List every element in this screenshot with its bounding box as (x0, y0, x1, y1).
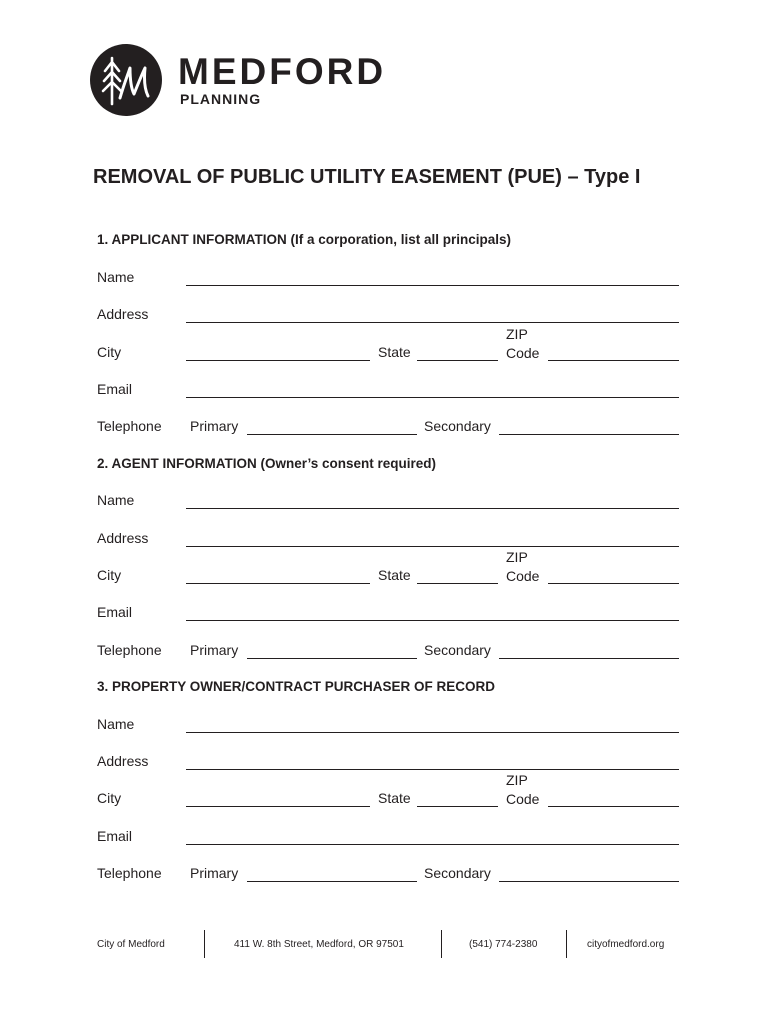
applicant-secondary-label: Secondary (424, 418, 491, 434)
applicant-name-field[interactable] (186, 285, 679, 286)
applicant-zip-code-label: Code (506, 345, 540, 361)
applicant-zip-label: ZIP (506, 326, 528, 342)
form-title: REMOVAL OF PUBLIC UTILITY EASEMENT (PUE) – Type I (93, 166, 641, 188)
owner-address-field[interactable] (186, 769, 679, 770)
section-1-heading: 1. APPLICANT INFORMATION (If a corporation, list all principals) (97, 232, 512, 247)
owner-zip-field[interactable] (548, 806, 679, 807)
agent-zip-label: ZIP (506, 549, 528, 565)
section-2-heading: 2. AGENT INFORMATION (Owner’s consent required) (97, 456, 437, 471)
footer-divider (204, 930, 205, 958)
footer-divider (441, 930, 442, 958)
medford-logo-mark-icon (90, 44, 162, 116)
owner-state-field[interactable] (417, 806, 498, 807)
agent-address-label: Address (97, 530, 149, 546)
applicant-address-label: Address (97, 306, 149, 322)
owner-name-field[interactable] (186, 732, 679, 733)
agent-primary-phone-field[interactable] (247, 658, 417, 659)
applicant-zip-field[interactable] (548, 360, 679, 361)
applicant-primary-label: Primary (190, 418, 239, 434)
agent-secondary-phone-field[interactable] (499, 658, 679, 659)
owner-email-field[interactable] (186, 844, 679, 845)
agent-secondary-label: Secondary (424, 642, 491, 658)
agent-city-field[interactable] (186, 583, 370, 584)
owner-name-label: Name (97, 716, 135, 732)
owner-city-field[interactable] (186, 806, 370, 807)
applicant-city-field[interactable] (186, 360, 370, 361)
agent-name-label: Name (97, 492, 135, 508)
owner-primary-label: Primary (190, 865, 239, 881)
owner-zip-code-label: Code (506, 791, 540, 807)
owner-primary-phone-field[interactable] (247, 881, 417, 882)
applicant-city-label: City (97, 344, 122, 360)
applicant-email-label: Email (97, 381, 133, 397)
footer-divider (566, 930, 567, 958)
applicant-secondary-phone-field[interactable] (499, 434, 679, 435)
agent-state-field[interactable] (417, 583, 498, 584)
applicant-telephone-label: Telephone (97, 418, 162, 434)
applicant-email-field[interactable] (186, 397, 679, 398)
page-footer (0, 930, 770, 960)
logo-subtitle: PLANNING (180, 91, 262, 107)
footer-org: City of Medford (97, 939, 165, 950)
footer-address: 411 W. 8th Street, Medford, OR 97501 (234, 939, 404, 950)
owner-secondary-phone-field[interactable] (499, 881, 679, 882)
applicant-name-label: Name (97, 269, 135, 285)
applicant-primary-phone-field[interactable] (247, 434, 417, 435)
agent-email-label: Email (97, 604, 133, 620)
applicant-address-field[interactable] (186, 322, 679, 323)
medford-planning-logo (90, 44, 410, 124)
owner-telephone-label: Telephone (97, 865, 162, 881)
owner-address-label: Address (97, 753, 149, 769)
section-3-heading: 3. PROPERTY OWNER/CONTRACT PURCHASER OF RECORD (97, 679, 496, 694)
agent-state-label: State (378, 567, 411, 583)
footer-website-link[interactable]: cityofmedford.org (587, 939, 665, 950)
logo-name: MEDFORD (178, 51, 387, 92)
owner-zip-label: ZIP (506, 772, 528, 788)
applicant-state-label: State (378, 344, 411, 360)
agent-address-field[interactable] (186, 546, 679, 547)
agent-zip-field[interactable] (548, 583, 679, 584)
agent-zip-code-label: Code (506, 568, 540, 584)
owner-email-label: Email (97, 828, 133, 844)
footer-phone: (541) 774-2380 (469, 939, 538, 950)
agent-city-label: City (97, 567, 122, 583)
owner-state-label: State (378, 790, 411, 806)
applicant-state-field[interactable] (417, 360, 498, 361)
agent-telephone-label: Telephone (97, 642, 162, 658)
owner-secondary-label: Secondary (424, 865, 491, 881)
agent-email-field[interactable] (186, 620, 679, 621)
owner-city-label: City (97, 790, 122, 806)
agent-primary-label: Primary (190, 642, 239, 658)
agent-name-field[interactable] (186, 508, 679, 509)
